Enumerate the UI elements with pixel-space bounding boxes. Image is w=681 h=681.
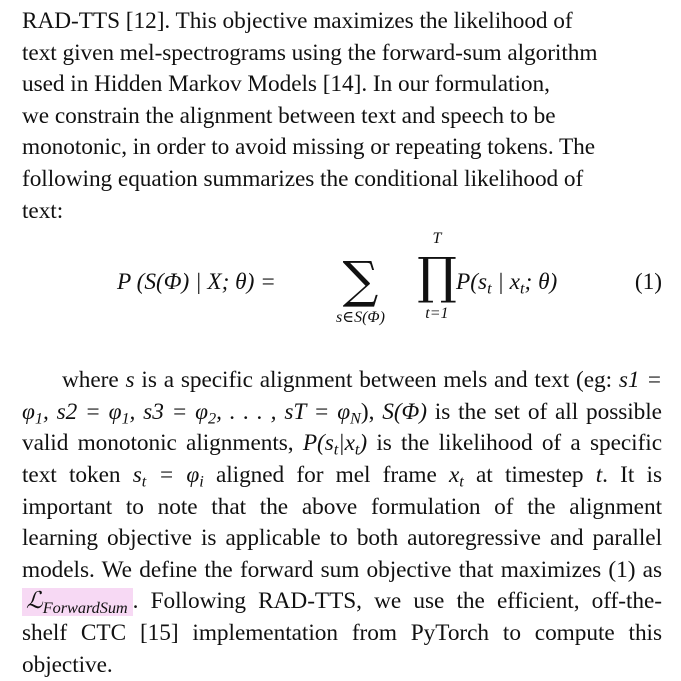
token-term: $s_t = \varphi_i$ <box>132 461 204 491</box>
paper-page <box>22 6 662 681</box>
intro-paragraph: RAD-TTS [12]. This objective maximizes the likelihood of text given mel-spectrograms using the forward-sum algorithm used in Hidden Markov Models [14]. In our formulation, we constrain the alignment between text and speech to be monotonic, in order to avoid missing or repeating tokens. The following equation summarizes the conditional likelihood of text: <box>22 8 598 224</box>
prod-symbol: ∏ <box>417 247 457 306</box>
prod-superscript: T <box>432 230 442 248</box>
forward-sum-loss-highlight: ℒ$_{ForwardSum}$ <box>22 588 133 616</box>
alignment-example: $s1 = \varphi_1$, $s2 = \varphi_1$, $s3 = \varphi_2$, . . . , sT = $\varphi_N$ <box>22 367 662 428</box>
sum-symbol: ∑ <box>342 251 379 310</box>
likelihood-term: $P(s_t|x_t)$ <box>302 430 368 459</box>
equation-lhs: P (S(Φ) | X; θ) = <box>117 269 276 296</box>
product-operator <box>417 231 457 323</box>
equation-1 <box>22 229 662 353</box>
equation-rhs: $P(s_t$ | $x_t$; θ) <box>456 269 558 298</box>
body-paragraph: where s is a specific alignment between mels and text (eg: $s1 = \varphi_1$, $s2 = \varphi_1$, $s3 = \varphi_2$, . . . , sT = $\varphi_N$), S(Φ) is the set of all possible valid monotonic alignments, $P(s_t|x_t)$ is the likelihood of a specific text token $s_t = \varphi_i$ aligned for mel frame $x_t$ at timestep t. It is important to note that the above formulation of the alignment learning objective is applicable to both autoregressive and parallel models. We define the forward sum objective that maximizes (1) as ℒ$_{ForwardSum}$ . Following RAD-TTS, we use the efficient, off-the-shelf CTC [15] implementation from PyTorch to compute this objective. <box>22 367 662 678</box>
equation-number: (1) <box>634 269 662 296</box>
prod-subscript: t=1 <box>425 305 449 323</box>
sum-subscript: s∈S(Φ) <box>336 309 385 327</box>
summation-operator <box>336 251 385 327</box>
